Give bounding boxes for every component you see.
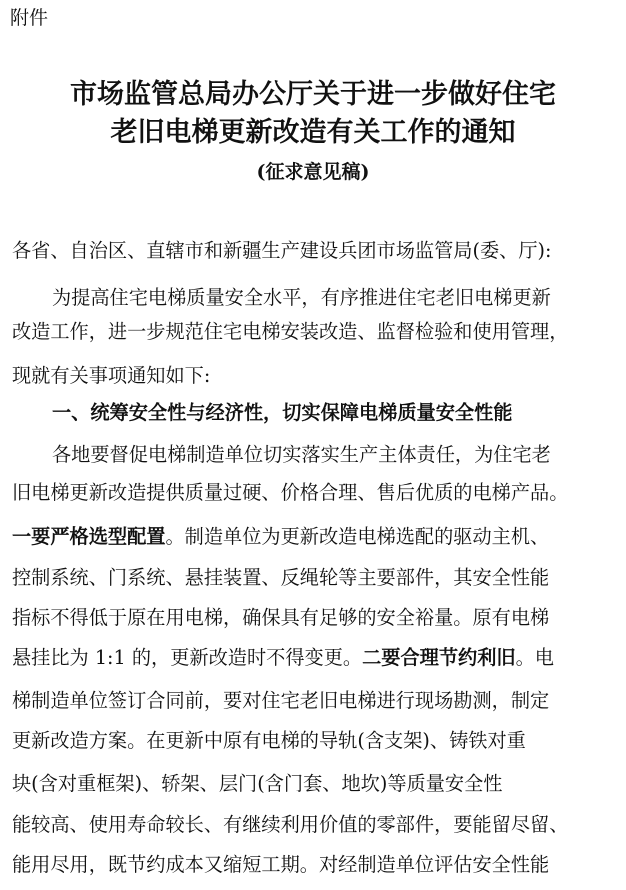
point-2-bold-label: 二要合理节约利旧 [362, 646, 516, 669]
section-1-line-9: 块(含对重框架)、轿架、层门(含门套、地坎)等质量安全性 [12, 772, 503, 795]
document-title-line-2: 老旧电梯更新改造有关工作的通知 [110, 117, 516, 148]
document-title-line-1: 市场监管总局办公厅关于进一步做好住宅 [70, 79, 556, 110]
intro-line-1: 为提高住宅电梯质量安全水平，有序推进住宅老旧电梯更新 [52, 286, 551, 309]
intro-line-2: 改造工作，进一步规范住宅电梯安装改造、监督检验和使用管理， [12, 320, 569, 343]
intro-line-3: 现就有关事项通知如下: [12, 364, 211, 387]
section-1-line-2: 旧电梯更新改造提供质量过硬、价格合理、售后优质的电梯产品。 [12, 481, 569, 504]
section-1-line-3 [12, 524, 614, 550]
point-1-bold-label: 一要严格选型配置 [12, 525, 166, 548]
section-1-line-7: 梯制造单位签订合同前，要对住宅老旧电梯进行现场勘测，制定 [12, 689, 550, 712]
point-1-text: 。制造单位为更新改造电梯选配的驱动主机、 [165, 525, 550, 548]
section-1-line-4: 控制系统、门系统、悬挂装置、反绳轮等主要部件，其安全性能 [12, 566, 550, 589]
point-2-text-start: 。电 [515, 646, 554, 669]
section-1-line-5: 指标不得低于原在用电梯，确保具有足够的安全裕量。原有电梯 [12, 606, 550, 629]
section-1-line-11: 能用尽用，既节约成本又缩短工期。对经制造单位评估安全性能 [12, 853, 550, 876]
suspension-ratio-text: 悬挂比为 1:1 的，更新改造时不得变更。 [12, 646, 363, 669]
section-1-line-8: 更新改造方案。在更新中原有电梯的导轨(含支架)、铸铁对重 [12, 729, 526, 752]
attachment-label: 附件 [10, 7, 49, 29]
section-1-heading: 一、统筹安全性与经济性，切实保障电梯质量安全性能 [52, 401, 513, 424]
section-1-line-10: 能较高、使用寿命较长、有继续利用价值的零部件，要能留尽留、 [12, 813, 569, 836]
salutation: 各省、自治区、直辖市和新疆生产建设兵团市场监管局(委、厅): [12, 239, 552, 262]
section-1-line-1: 各地要督促电梯制造单位切实落实生产主体责任，为住宅老 [52, 443, 551, 466]
section-1-line-6 [12, 645, 614, 671]
document-subtitle: (征求意见稿) [256, 161, 370, 183]
